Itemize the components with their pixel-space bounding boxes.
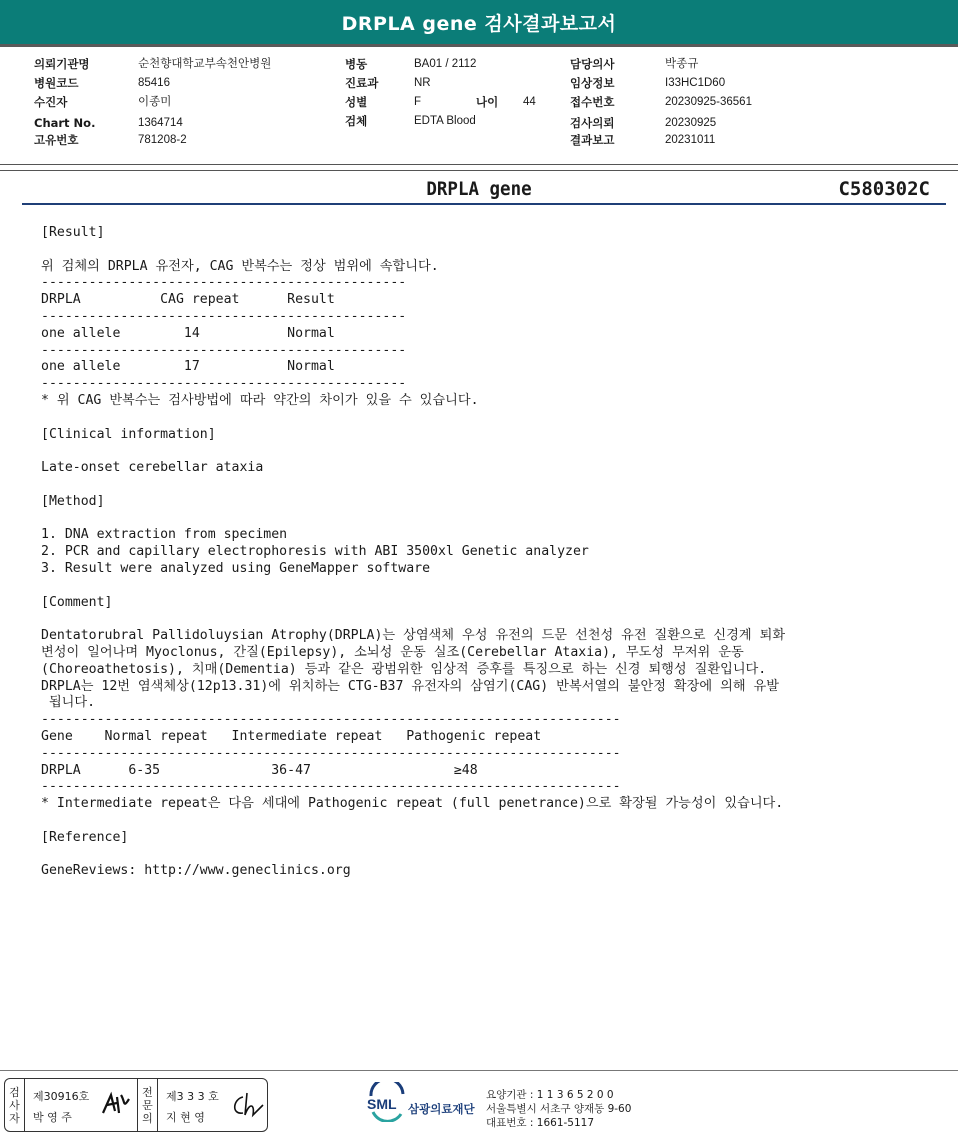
header-value-department: NR xyxy=(414,77,431,89)
header-value-request-date: 20230925 xyxy=(665,117,717,129)
report-title-bar xyxy=(0,0,958,47)
header-value-clinical-info: I33HC1D60 xyxy=(665,77,726,89)
test-name: DRPLA gene xyxy=(426,178,532,200)
header-label-report-date: 결과보고 xyxy=(570,133,615,147)
header-value-hospital-code: 85416 xyxy=(138,77,170,89)
test-title-rule xyxy=(22,203,946,205)
header-label-physician: 담당의사 xyxy=(570,57,615,71)
header-value-unique-no: 781208-2 xyxy=(138,134,187,146)
header-divider-bottom xyxy=(0,170,958,171)
sign2-name: 지 현 영 xyxy=(166,1111,205,1124)
org-address: 서울특별시 서초구 양재동 9-60 xyxy=(486,1103,632,1115)
header-label-specimen: 검체 xyxy=(345,114,368,128)
agency-code: 요양기관 : 1 1 3 6 5 2 0 0 xyxy=(486,1089,614,1101)
header-value-receipt-no: 20230925-36561 xyxy=(665,96,752,108)
header-label-patient: 수진자 xyxy=(34,95,68,109)
header-label-institution: 의뢰기관명 xyxy=(34,57,90,71)
header-label-unique-no: 고유번호 xyxy=(34,133,79,147)
sign2-role: 전문의 xyxy=(138,1079,158,1131)
header-label-ward: 병동 xyxy=(345,57,368,71)
sign1-role: 검사자 xyxy=(5,1079,25,1131)
sml-logo-text: SML xyxy=(367,1096,397,1112)
test-code: C580302C xyxy=(838,178,930,200)
header-value-sex: F xyxy=(414,96,422,108)
signature-mark-2 xyxy=(229,1091,265,1121)
header-value-institution: 순천향대학교부속천안병원 xyxy=(138,58,272,70)
header-value-chart-no: 1364714 xyxy=(138,117,183,129)
sign1-license-no: 제30916호 xyxy=(33,1090,90,1103)
header-value-age: 44 xyxy=(523,96,536,108)
sign1-name: 박 영 주 xyxy=(33,1111,72,1124)
header-label-request-date: 검사의뢰 xyxy=(570,116,615,130)
header-label-department: 진료과 xyxy=(345,76,379,90)
header-label-receipt-no: 접수번호 xyxy=(570,95,615,109)
header-value-specimen: EDTA Blood xyxy=(414,115,476,127)
org-name: 삼광의료재단 xyxy=(408,1102,475,1116)
signature-mark-1 xyxy=(99,1089,133,1119)
header-value-patient: 이종미 xyxy=(138,96,172,108)
header-label-chart-no: Chart No. xyxy=(34,116,96,130)
header-label-clinical-info: 임상정보 xyxy=(570,76,615,90)
header-label-hospital-code: 병원코드 xyxy=(34,76,79,90)
report-body: [Result] 위 검체의 DRPLA 유전자, CAG 반복수는 정상 범위에 속합니다. ---------------------------------------------- DRPLA CAG repeat Result ---------------------------------------------- one allele 14 Normal ---------------------------------------------- one allele 17 Normal ---------------------------------------------- * 위 CAG 반복수는 검사방법에 따라 약간의 차이가 있을 수 있습니다. [Clinical information] Late-onset cerebellar ataxia [Method] 1. DNA extraction from specimen 2. PCR and capillary electrophoresis with ABI 3500xl Genetic analyzer 3. Result were analyzed using GeneMapper software [Comment] Dentatorubral Pallidoluysian Atrophy(DRPLA)는 상염색체 우성 유전의 드문 선천성 유전 질환으로 신경계 퇴화 변성이 일어나며 Myoclonus, 간질(Epilepsy), 소뇌성 운동 실조(Cerebellar Ataxia), 무도성 무저위 운동 (Choreoathetosis), 치매(Dementia) 등과 같은 광범위한 임상적 증후를 특징으로 하는 신경 퇴행성 질환입니다. DRPLA는 12번 염색체상(12p13.31)에 위치하는 CTG-B37 유전자의 삼염기(CAG) 반복서열의 불안정 확장에 의해 유발 됩니다. ------------------------------------------------------------------------- Gene Normal repeat Intermediate repeat Pathogenic repeat ------------------------------------------------------------------------- DRPLA 6-35 36-47 ≥48 ------------------------------------------------------------------------- * Intermediate repeat은 다음 세대에 Pathogenic repeat (full penetrance)으로 확장될 가능성이 있습니다. [Reference] GeneReviews: http://www.geneclinics.org xyxy=(41,225,786,879)
header-label-age: 나이 xyxy=(476,95,499,109)
header-divider-top xyxy=(0,164,958,165)
header-value-physician: 박종규 xyxy=(665,58,699,70)
report-title: DRPLA gene 검사결과보고서 xyxy=(341,12,617,35)
header-value-ward: BA01 / 2112 xyxy=(414,58,477,70)
header-label-sex: 성별 xyxy=(345,95,368,109)
sml-logo xyxy=(365,1082,409,1122)
header-value-report-date: 20231011 xyxy=(665,134,716,146)
sign2-license-no: 제3 3 3 호 xyxy=(166,1090,219,1103)
signature-box xyxy=(4,1078,268,1132)
org-phone: 대표번호 : 1661-5117 xyxy=(486,1117,595,1129)
footer-divider xyxy=(0,1070,958,1071)
